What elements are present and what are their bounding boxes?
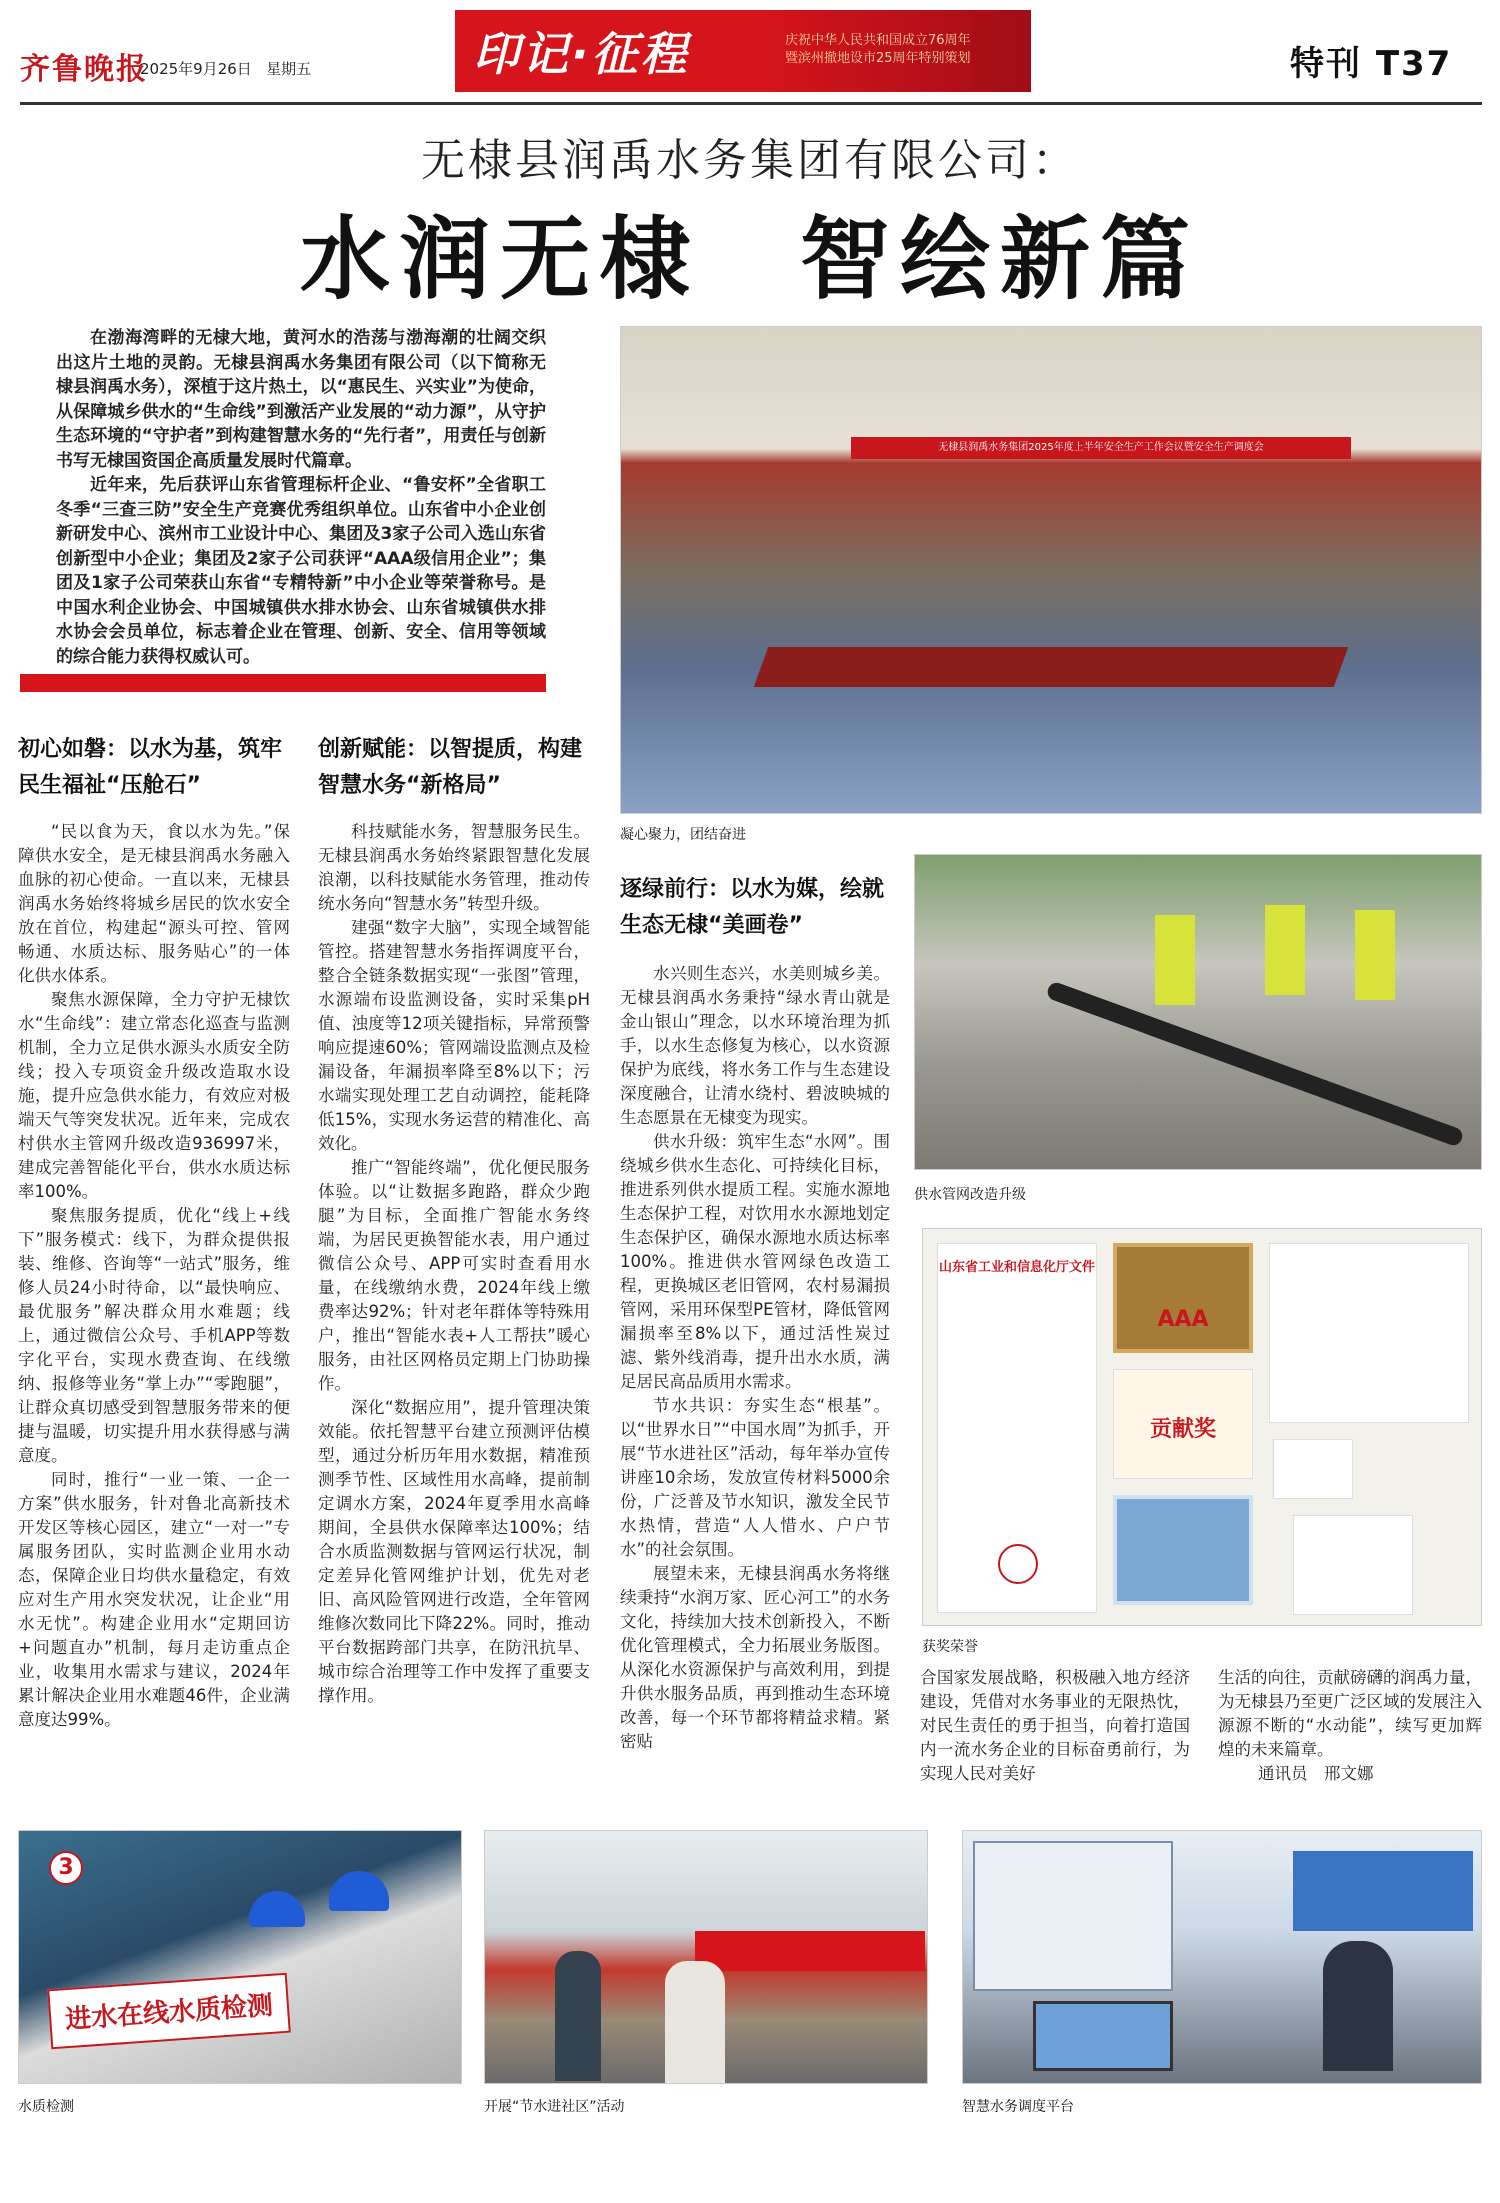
honor-certificate	[1293, 1515, 1413, 1615]
honor-document	[1269, 1243, 1469, 1423]
banner-sub-line-1: 庆祝中华人民共和国成立76周年	[785, 33, 971, 48]
col2-paragraph: 科技赋能水务，智慧服务民生。无棣县润禹水务始终紧跟智慧化发展浪潮，以科技赋能水务管理，推动传统水务向“智慧水务”转型升级。	[318, 822, 590, 913]
water-test-caption: 水质检测	[18, 2099, 74, 2115]
hardhat-icon	[329, 1871, 389, 1911]
banner-title: 印记·征程	[473, 27, 690, 81]
meeting-caption: 凝心聚力，团结奋进	[620, 827, 746, 843]
operator	[1323, 1941, 1393, 2071]
col3-body	[620, 962, 890, 1754]
water-test-sign: 进水在线水质检测	[47, 1973, 291, 2050]
contribution-text: 贡献奖	[1149, 1417, 1216, 1442]
weekday: 星期五	[266, 60, 312, 78]
worker-vest	[1355, 910, 1395, 1000]
meeting-banner: 无棣县润禹水务集团2025年度上半年安全生产工作会议暨安全生产调度会	[851, 437, 1351, 459]
date: 2025年9月26日	[140, 60, 252, 78]
col1-body	[18, 820, 290, 1732]
col3-paragraph: 节水共识：夯实生态“根基”。以“世界水日”“中国水周”为抓手，开展“节水进社区”活动，每年举办宣传讲座10余场，发放宣传材料5000余份，广泛普及节水知识，激发全民节水热情，营造“人人惜水、户户节水”的社会氛围。	[620, 1396, 890, 1559]
article-subtitle: 无棣县润禹水务集团有限公司：	[421, 135, 1079, 186]
col1-paragraph: “民以食为天，食以水为先。”保障供水安全，是无棣县润禹水务融入血脉的初心使命。一直以来，无棣县润禹水务始终将城乡居民的饮水安全放在首位，构建起“源头可控、管网畅通、水质达标、服务贴心”的一体化供水体系。	[18, 822, 290, 985]
col1-paragraph: 同时，推行“一业一策、一企一方案”供水服务，针对鲁北高新技术开发区等核心园区，建立“一对一”专属服务团队，实时监测企业用水动态，保障企业日均供水量稳定，有效应对生产用水突发状况，让企业“用水无忧”。构建企业用水“定期回访+问题直办”机制，每月走访重点企业，收集用水需求与建议，2024年累计解决企业用水难题46件，企业满意度达99%。	[18, 1470, 290, 1729]
pe-pipe	[1045, 980, 1465, 1147]
certificate-blue	[1113, 1495, 1253, 1605]
pipe-photo	[914, 854, 1482, 1170]
issue-date	[140, 58, 311, 79]
wall-display	[1293, 1851, 1473, 1931]
dispatch-screen	[973, 1841, 1173, 1991]
col3-heading: 逐绿前行：以水为媒，绘就生态无棣“美画卷”	[620, 877, 885, 938]
control-room-photo	[962, 1830, 1482, 2084]
intro-paragraph: 在渤海湾畔的无棣大地，黄河水的浩荡与渤海潮的壮阔交织出这片土地的灵韵。无棣县润禹水务集团有限公司（以下简称无棣县润禹水务），深植于这片热土，以“惠民生、兴实业”为使命，从保障城乡供水的“生命线”到激活产业发展的“动力源”，从守护生态环境的“守护者”到构建智慧水务的“先行者”，用责任与创新书写无棣国资国企高质量发展时代篇章。	[56, 328, 546, 471]
seal-icon	[998, 1544, 1038, 1584]
col2-heading: 创新赋能：以智提质，构建智慧水务“新格局”	[318, 737, 583, 798]
banner-sub-line-2: 暨滨州撤地设市25周年特别策划	[785, 51, 971, 66]
col2-paragraph: 推广“智能终端”，优化便民服务体验。以“让数据多跑路，群众少跑腿”为目标，全面推广智能水务终端，为居民更换智能水表，用户通过微信公众号、APP可实时查看用水量，在线缴纳水费，2024年线上缴费率达92%；针对老年群体等特殊用户，推出“智能水表+人工帮扶”暖心服务，由社区网格员定期上门协助操作。	[318, 1158, 590, 1393]
station-number: 3	[49, 1851, 83, 1885]
intro-paragraph: 近年来，先后获评山东省管理标杆企业、“鲁安杯”全省职工冬季“三查三防”安全生产竞赛优秀组织单位。山东省中小企业创新研发中心、滨州市工业设计中心、集团及3家子公司入选山东省创新型中小企业；集团及2家子公司获评“AAA级信用企业”；集团及1家子公司荣获山东省“专精特新”中小企业等荣誉称号。是中国水利企业协会、中国城镇供水排水协会、山东省城镇供水排水协会会员单位，标志着企业在管理、创新、安全、信用等领域的综合能力获得权威认可。	[56, 475, 546, 667]
col1-paragraph: 聚焦水源保障，全力守护无棣饮水“生命线”：建立常态化巡查与监测机制，全力立足供水源头水质安全防线；投入专项资金升级改造取水设施，提升应急供水能力，有效应对极端天气等突发状况。近年来，完成农村供水主管网升级改造936997米，建成完善智能化平台，供水水质达标率100%。	[18, 990, 290, 1201]
pipe-caption: 供水管网改造升级	[914, 1187, 1026, 1203]
hardhat-icon	[249, 1891, 305, 1927]
col2-paragraph: 建强“数字大脑”，实现全域智能管控。搭建智慧水务指挥调度平台，整合全链条数据实现“一张图”管理，水源端布设监测设备，实时采集pH值、浊度等12项关键指标，异常预警响应提速60%；管网端设监测点及检漏设备，年漏损率降至8%以下；污水端实现处理工艺自动调控，能耗降低15%，实现水务运营的精准化、高效化。	[318, 918, 590, 1153]
col1-paragraph: 聚焦服务提质，优化“线上+线下”服务模式：线下，为群众提供报装、维修、咨询等“一站式”服务，维修人员24小时待命，以“最快响应、最优服务”解决群众用水难题；线上，通过微信公众号、手机APP等数字化平台，实现水费查询、在线缴纳、报修等业务“掌上办”“零跑腿”，让群众真切感受到智慧服务带来的便捷与温暖，切实提升用水获得感与满意度。	[18, 1206, 290, 1465]
person	[665, 1961, 725, 2084]
award-photo	[922, 1228, 1482, 1626]
award-document	[937, 1243, 1097, 1613]
article-title: 水润无棣 智绘新篇	[300, 206, 1200, 312]
special-banner	[455, 10, 1031, 92]
section-label: 特刊 T37	[1290, 44, 1453, 84]
red-divider	[20, 674, 546, 692]
community-photo	[484, 1830, 928, 2084]
col5-paragraph: 生活的向往，贡献磅礴的润禹力量，为无棣县乃至更广泛区域的发展注入源源不断的“水动能”，续写更加辉煌的未来篇章。	[1218, 1668, 1482, 1759]
banner-subtitle	[785, 32, 971, 68]
col3-paragraph: 供水升级：筑牢生态“水网”。围绕城乡供水生态化、可持续化目标，推进系列供水提质工程。实施水源地生态保护工程，对饮用水水源地划定生态保护区，确保水源地水质达标率100%。推进供水管网绿色改造工程，更换城区老旧管网，农村易漏损管网，采用环保型PE管材，降低管网漏损率至8%以下，通过活性炭过滤、紫外线消毒，提升出水水质，满足居民高品质用水需求。	[620, 1132, 890, 1391]
aaa-text: AAA	[1157, 1307, 1209, 1332]
intro	[56, 326, 546, 669]
col4-paragraph: 合国家发展战略，积极融入地方经济建设，凭借对水务事业的无限热忱，对民生责任的勇于担当，向着打造国内一流水务企业的目标奋勇前行，为实现人民对美好	[920, 1668, 1190, 1783]
monitor	[1033, 2001, 1173, 2071]
award-caption: 获奖荣誉	[922, 1639, 978, 1655]
person	[555, 1951, 601, 2081]
contribution-award	[1113, 1369, 1253, 1479]
worker-vest	[1265, 905, 1305, 995]
col5-body	[1218, 1666, 1482, 1786]
col3-paragraph: 水兴则生态兴，水美则城乡美。无棣县润禹水务秉持“绿水青山就是金山银山”理念，以水环境治理为抓手，以水生态修复为核心，以水资源保护为底线，将水务工作与生态建设深度融合，让清水绕村、碧波映城的生态愿景在无棣变为现实。	[620, 964, 890, 1127]
meeting-photo	[620, 326, 1482, 814]
honor-document-small	[1273, 1439, 1353, 1499]
col2-body	[318, 820, 590, 1708]
award-doc-title: 山东省工业和信息化厅文件	[938, 1260, 1095, 1275]
col4-body	[920, 1666, 1190, 1786]
col3-paragraph: 展望未来，无棣县润禹水务将继续秉持“水润万家、匠心河工”的水务文化，持续加大技术创新投入，不断优化管理模式，全力拓展业务版图。从深化水资源保护与高效利用，到提升供水服务品质，再到推动生态环境改善，每一个环节都将精益求精。紧密贴	[620, 1564, 890, 1751]
col2-paragraph: 深化“数据应用”，提升管理决策效能。依托智慧平台建立预测评估模型，通过分析历年用水数据，精准预测季节性、区域性用水高峰，提前制定调水方案，2024年夏季用水高峰期间，全县供水保障率达100%；结合水质监测数据与管网运行状况，制定差异化管网维护计划，优先对老旧、高风险管网进行改造，全年管网维修次数同比下降22%。同时，推动平台数据跨部门共享，在防汛抗旱、城市综合治理等工作中发挥了重要支撑作用。	[318, 1398, 590, 1705]
worker-vest	[1155, 915, 1195, 1005]
control-room-caption: 智慧水务调度平台	[962, 2099, 1074, 2115]
community-caption: 开展“节水进社区”活动	[484, 2099, 625, 2115]
water-test-photo	[18, 1830, 462, 2084]
masthead: 齐鲁晚报	[20, 52, 148, 87]
byline: 通讯员 邢文娜	[1258, 1764, 1374, 1783]
conference-table	[754, 647, 1349, 687]
event-banner	[695, 1931, 925, 1971]
header-rule	[20, 102, 1482, 105]
col1-heading: 初心如磐：以水为基，筑牢民生福祉“压舱石”	[18, 737, 283, 798]
aaa-certificate	[1113, 1243, 1253, 1353]
